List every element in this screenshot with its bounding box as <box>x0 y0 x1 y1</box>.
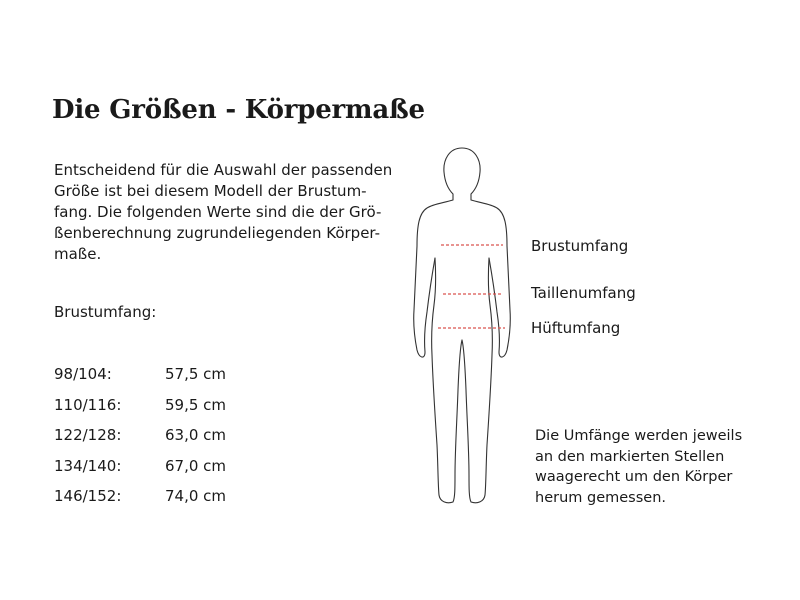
label-hip: Hüftumfang <box>531 319 621 337</box>
size-row <box>54 365 274 385</box>
size-value: 67,0 cm <box>165 457 227 475</box>
size-row <box>54 426 274 446</box>
body-figure <box>405 140 535 512</box>
size-row <box>54 457 274 477</box>
size-value: 74,0 cm <box>165 487 227 505</box>
torso-outline <box>432 258 462 503</box>
size-label: 134/140: <box>54 457 122 475</box>
size-value: 57,5 cm <box>165 365 227 383</box>
size-value: 63,0 cm <box>165 426 227 444</box>
size-label: 146/152: <box>54 487 122 505</box>
size-row <box>54 396 274 416</box>
note-line: waagerecht um den Körper <box>535 469 733 485</box>
measurement-note <box>535 426 785 508</box>
page-title: Die Größen - Körpermaße <box>52 95 425 125</box>
intro-line: Entscheidend für die Auswahl der passenden <box>54 161 393 179</box>
intro-line: fang. Die folgenden Werte sind die der Grö- <box>54 203 382 221</box>
torso-outline-right <box>462 258 492 503</box>
note-line: herum gemessen. <box>535 489 666 506</box>
intro-text <box>54 160 399 265</box>
intro-line: ßenberechnung zugrundeliegenden Körper- <box>54 224 381 242</box>
size-row <box>54 487 274 507</box>
note-line: Die Umfänge werden jeweils <box>535 428 743 444</box>
section-label: Brustumfang: <box>54 303 157 321</box>
head-outline-right <box>462 148 510 357</box>
label-waist: Taillenumfang <box>531 284 636 302</box>
head-outline <box>414 148 462 357</box>
intro-line: Größe ist bei diesem Modell der Brustum- <box>54 182 367 200</box>
size-label: 122/128: <box>54 426 122 444</box>
size-value: 59,5 cm <box>165 396 227 414</box>
size-label: 110/116: <box>54 396 122 414</box>
intro-line: maße. <box>54 245 102 263</box>
label-chest: Brustumfang <box>531 237 629 255</box>
note-line: an den markierten Stellen <box>535 448 725 465</box>
size-label: 98/104: <box>54 365 112 383</box>
